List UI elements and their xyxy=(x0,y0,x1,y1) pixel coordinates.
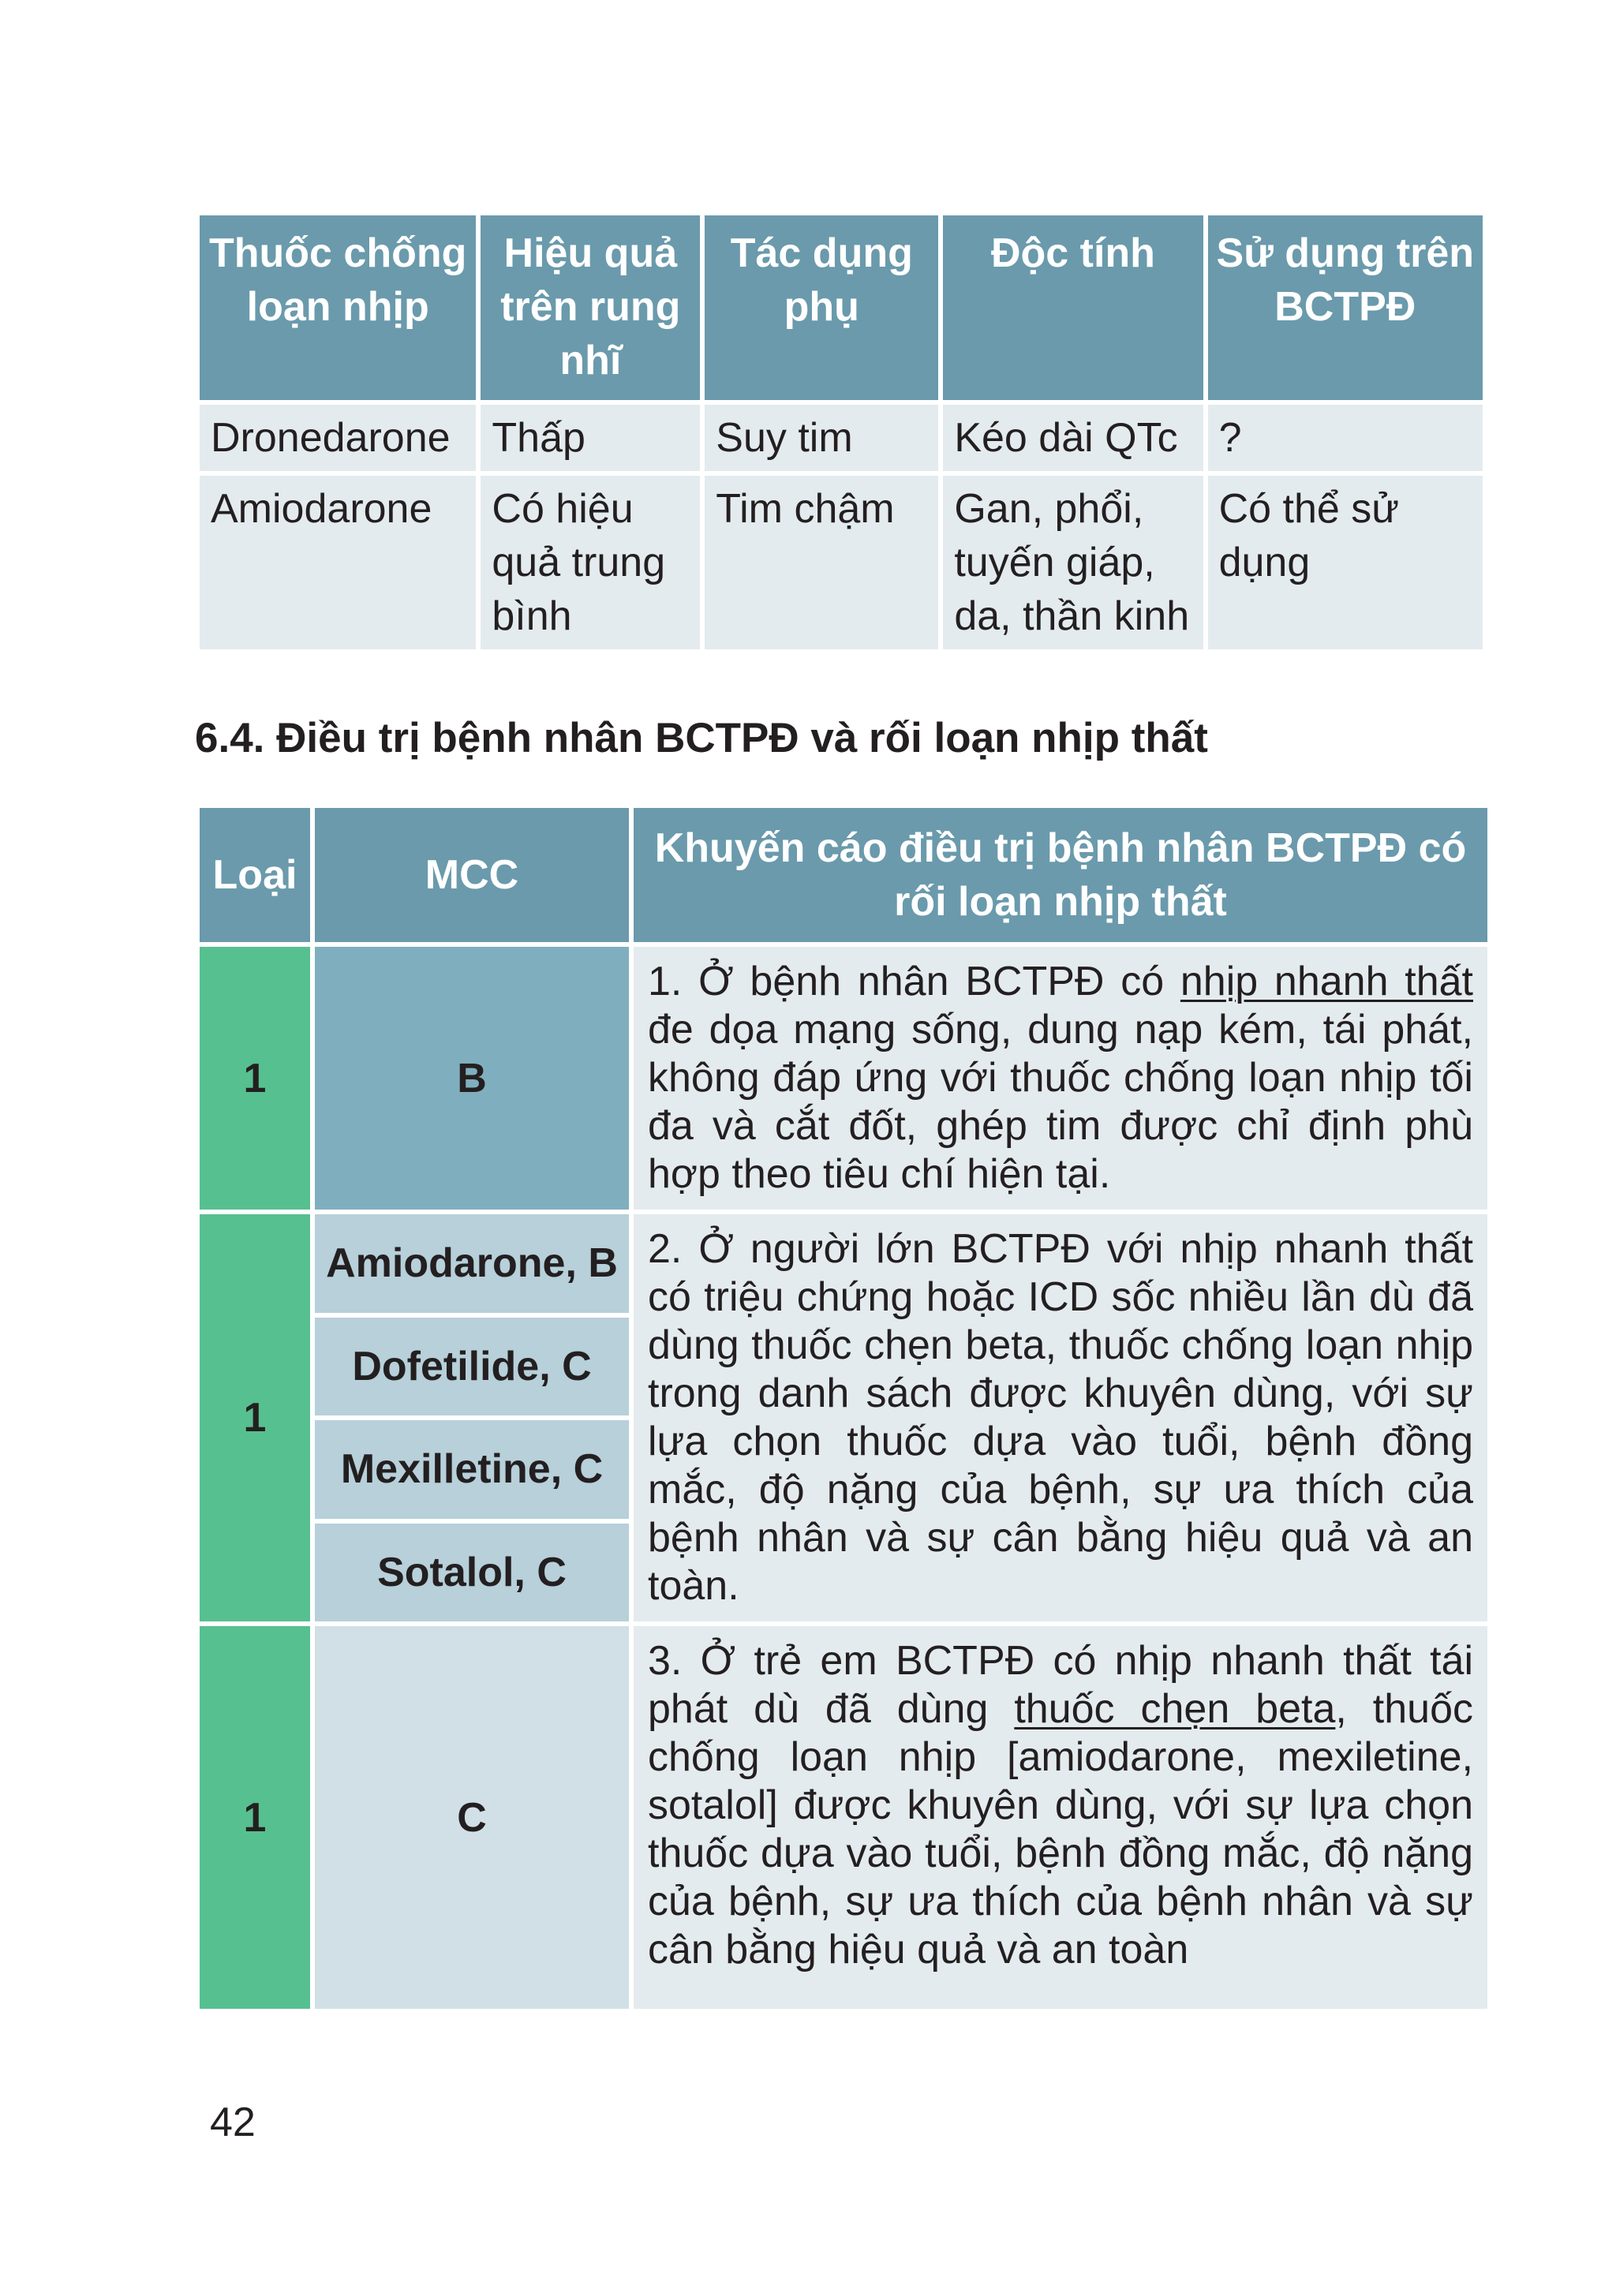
recommendation-text-part: 3. Ở trẻ em BCTPĐ có nhịp nhanh thất tái phát dù đã dùng xyxy=(648,1638,1473,1732)
evidence-level-cell: B xyxy=(315,947,629,1210)
drug-evidence-cell: Sotalol, C xyxy=(315,1524,629,1622)
table-cell: Kéo dài QTc xyxy=(943,405,1203,471)
header-side-effects: Tác dụng phụ xyxy=(705,215,938,400)
drug-evidence-cell: Dofetilide, C xyxy=(315,1318,629,1416)
section-heading: 6.4. Điều trị bệnh nhân BCTPĐ và rối loạn nhịp thất xyxy=(195,715,1208,761)
table-cell: Dronedarone xyxy=(200,405,476,471)
recommendation-text-part: , thuốc chống loạn nhịp [amiodarone, mexiletine, sotalol] được khuyên dùng, với sự lựa chọn thuốc dựa vào tuổi, bệnh đồng mắc, độ nặng của bệnh, sự ưa thích của bệnh nhân và sự cân bằng hiệu quả và an toàn xyxy=(648,1686,1474,1973)
recommendation-text-part: đe dọa mạng sống, dung nạp kém, tái phát, không đáp ứng với thuốc chống loạn nhịp tối đa và cắt đốt, ghép tim được chỉ định phù hợp theo tiêu chí hiện tại. xyxy=(648,1007,1473,1197)
underlined-term: nhịp nhanh thất xyxy=(1180,959,1473,1004)
table-cell: Có thể sử dụng xyxy=(1208,476,1483,649)
drug-evidence-cell: Amiodarone, B xyxy=(315,1214,629,1313)
table-row xyxy=(200,1626,1487,2009)
antiarrhythmic-drug-table xyxy=(195,211,1487,654)
header-mcc: MCC xyxy=(315,808,629,942)
page-number: 42 xyxy=(210,2100,256,2145)
recommendation-text-part: 1. Ở bệnh nhân BCTPĐ có xyxy=(648,959,1180,1004)
header-af-efficacy: Hiệu quả trên rung nhĩ xyxy=(481,215,700,400)
underlined-term: thuốc chẹn beta xyxy=(1014,1686,1336,1732)
header-use-in-hcm: Sử dụng trên BCTPĐ xyxy=(1208,215,1483,400)
table-header-row xyxy=(200,215,1483,400)
table-header-row xyxy=(200,808,1487,942)
table-cell: Thấp xyxy=(481,405,700,471)
recommendation-text xyxy=(634,947,1487,1210)
evidence-level-cell: C xyxy=(315,1626,629,2009)
class-cell: 1 xyxy=(200,1214,310,1621)
header-drug: Thuốc chống loạn nhịp xyxy=(200,215,476,400)
table-row xyxy=(200,1214,1487,1313)
class-cell: 1 xyxy=(200,947,310,1210)
table-cell: Gan, phổi, tuyến giáp, da, thần kinh xyxy=(943,476,1203,649)
table-row xyxy=(200,405,1483,471)
table-cell: Suy tim xyxy=(705,405,938,471)
table-cell: Amiodarone xyxy=(200,476,476,649)
header-toxicity: Độc tính xyxy=(943,215,1203,400)
table-cell: Tim chậm xyxy=(705,476,938,649)
table-cell: ? xyxy=(1208,405,1483,471)
table-cell: Có hiệu quả trung bình xyxy=(481,476,700,649)
header-loai: Loại xyxy=(200,808,310,942)
drug-evidence-cell: Mexilletine, C xyxy=(315,1420,629,1519)
recommendation-text xyxy=(634,1626,1487,2009)
class-cell: 1 xyxy=(200,1626,310,2009)
table-row xyxy=(200,947,1487,1210)
recommendation-table xyxy=(195,803,1492,2014)
table-row xyxy=(200,476,1483,649)
recommendation-text: 2. Ở người lớn BCTPĐ với nhịp nhanh thất có triệu chứng hoặc ICD sốc nhiều lần dù đã dùng thuốc chẹn beta, thuốc chống loạn nhịp trong danh sách được khuyên dùng, với sự lựa chọn thuốc dựa vào tuổi, bệnh đồng mắc, độ nặng của bệnh, sự ưa thích của bệnh nhân và sự cân bằng hiệu quả và an toàn. xyxy=(634,1214,1487,1621)
header-recommendation: Khuyến cáo điều trị bệnh nhân BCTPĐ có rối loạn nhịp thất xyxy=(634,808,1487,942)
